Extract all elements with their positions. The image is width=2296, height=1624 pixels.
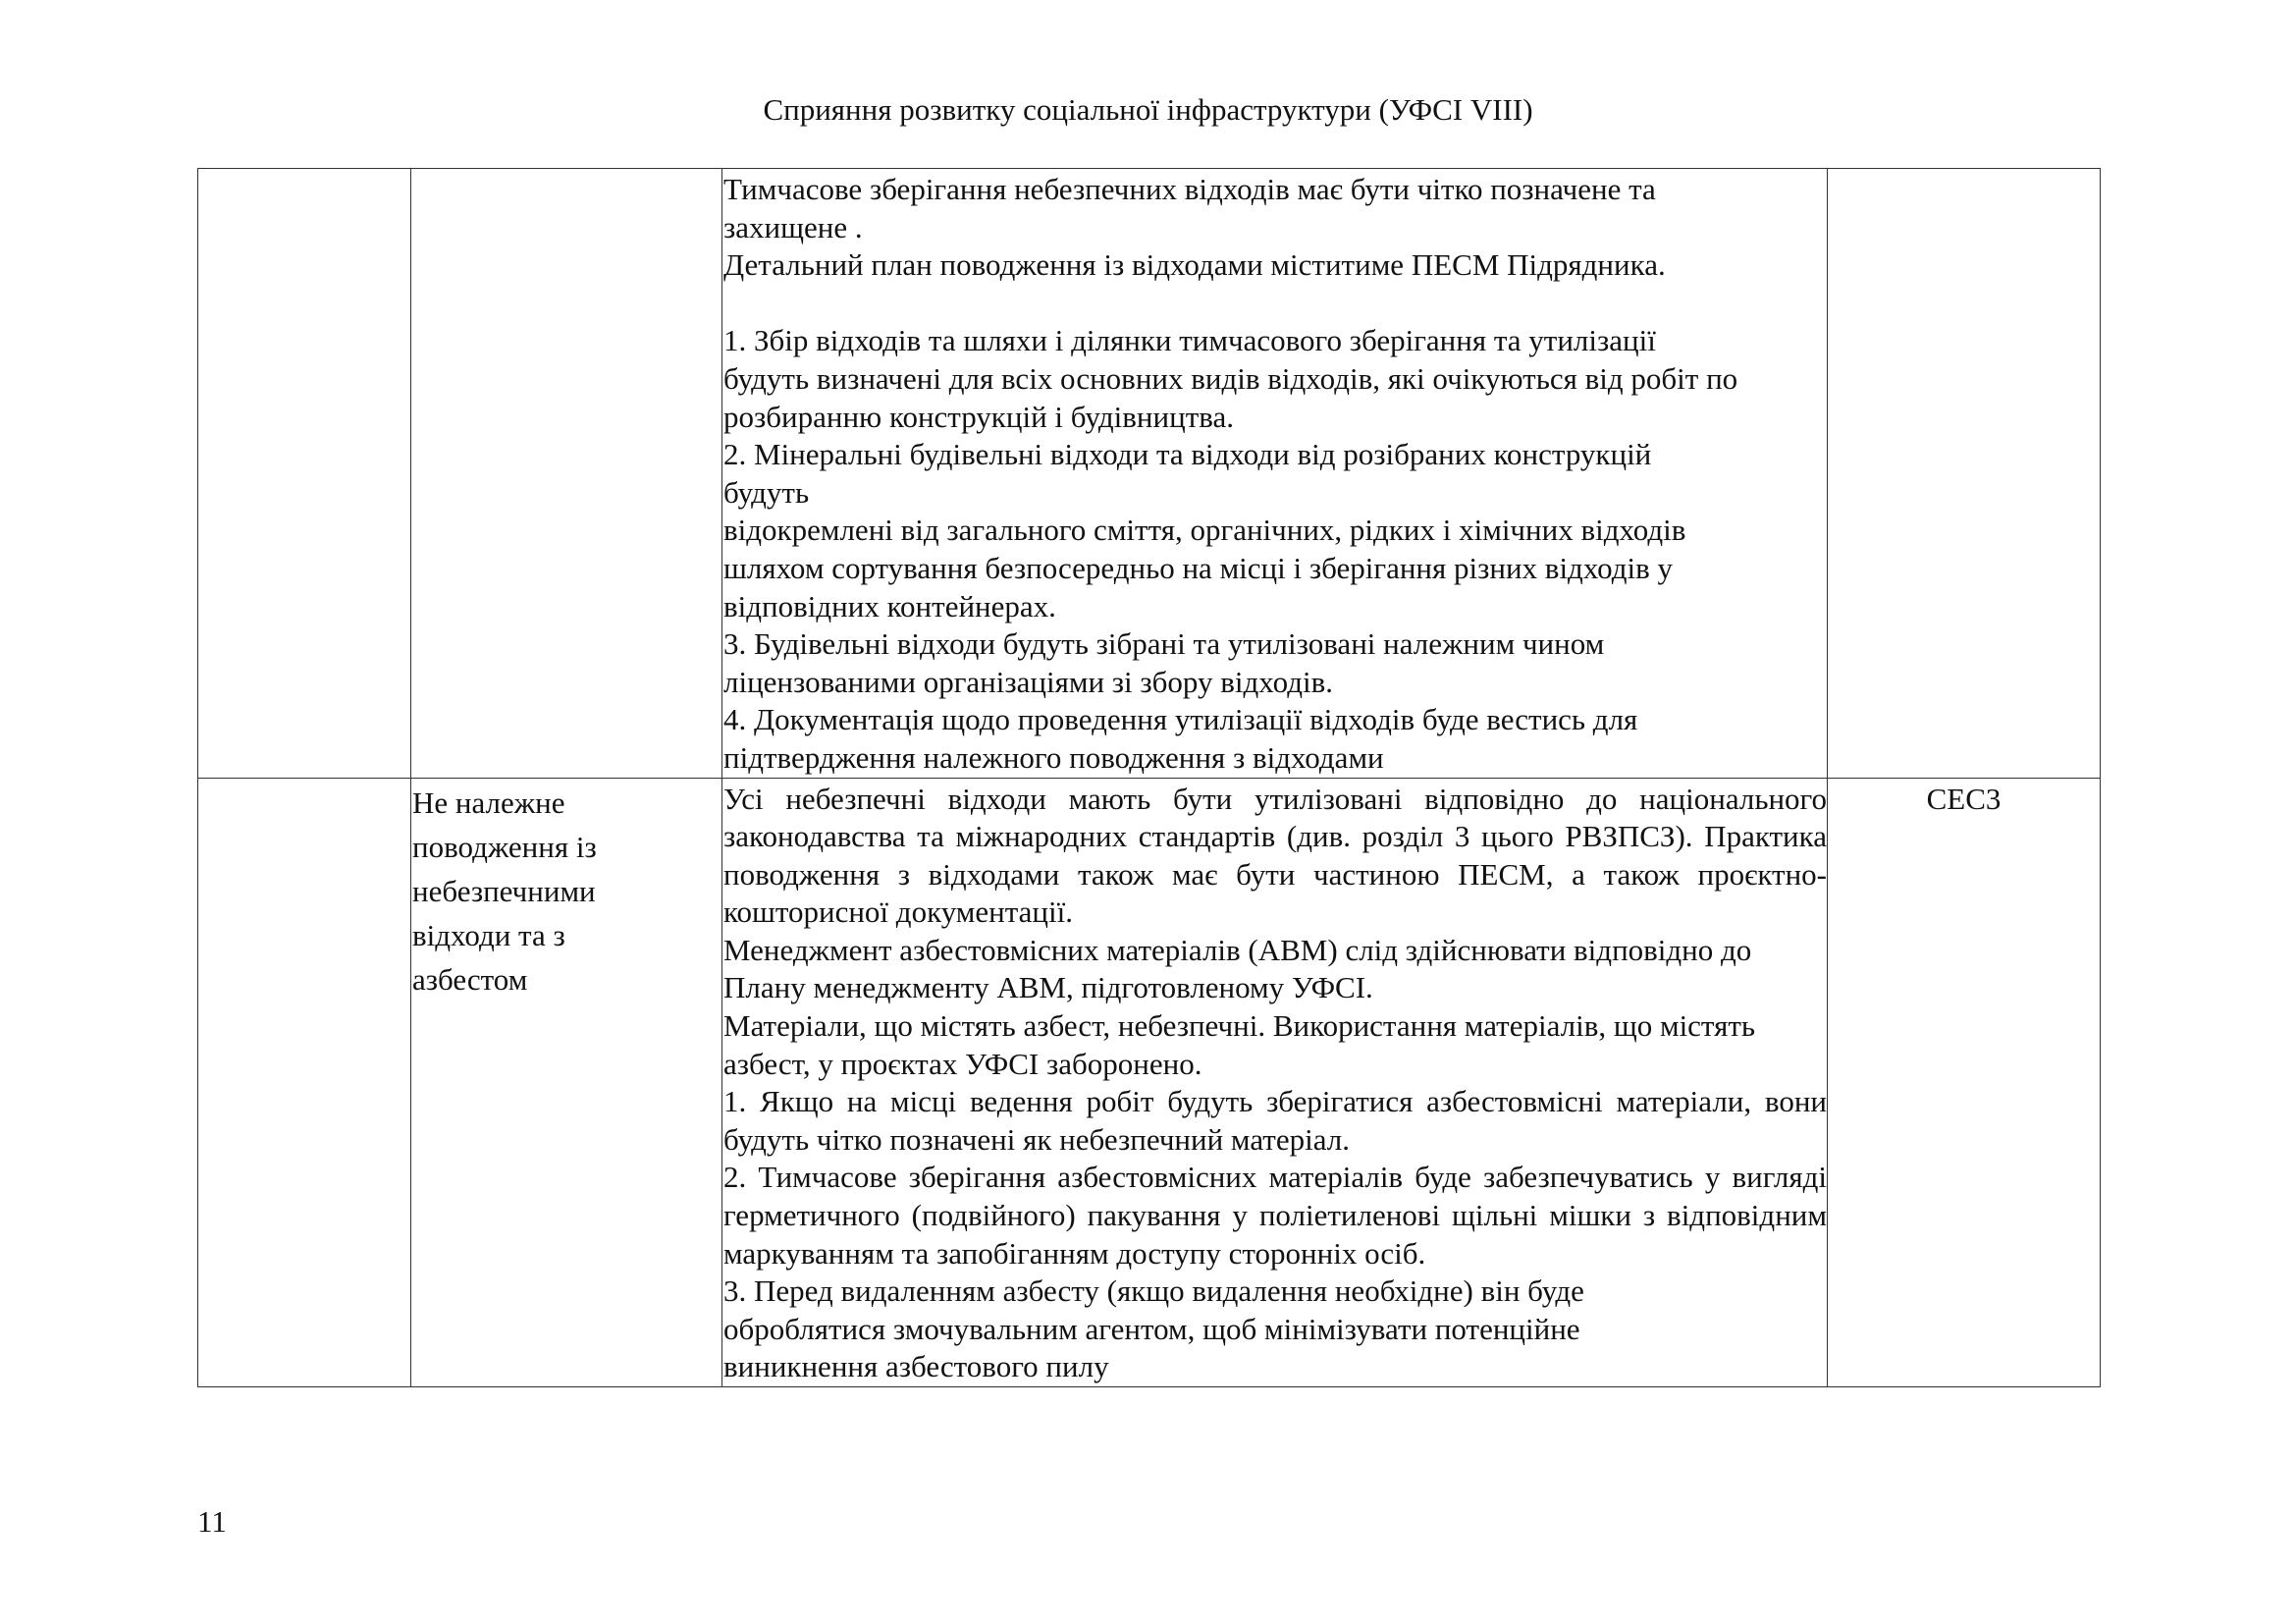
row1-col2-text [411, 169, 721, 171]
table-row [198, 169, 2101, 779]
row1-col1-cell [198, 169, 411, 779]
row2-paragraph: Усі небезпечні відходи мають бути утилізовані відповідно до національного законодавства та міжнародних стандартів (див. розділ 3 цього РВЗПСЗ). Практика поводження з відходами також має бути частиною ПЕСМ, а також проєктно-кошторисної документації. [723, 781, 1827, 930]
table-row [198, 778, 2101, 1387]
row1-paragraph: 4. Документація щодо проведення утилізації відходів буде вестись для підтвердження належного поводження з відходами [723, 702, 1638, 775]
row1-paragraph: Тимчасове зберігання небезпечних відходів має бути чітко позначене та захищене . [723, 172, 1656, 244]
row1-paragraph: 1. Збір відходів та шляхи і ділянки тимчасового зберігання та утилізації будуть визначені для всіх основних видів відходів, які очікуються від робіт по розбиранню конструкцій і будівництва. [723, 323, 1738, 434]
row2-paragraph: Менеджмент азбестовмісних матеріалів (АВМ) слід здійснювати відповідно до Плану менеджменту АВМ, підготовленому УФСІ. [723, 932, 1752, 1005]
mitigation-table [197, 168, 2101, 1387]
row1-paragraph: 3. Будівельні відходи будуть зібрані та утилізовані належним чином ліцензованими організаціями зі збору відходів. [723, 626, 1605, 699]
row1-paragraph: Детальний план поводження із відходами міститиме ПЕСМ Підрядника. [723, 247, 1666, 283]
row2-paragraph: 2. Тимчасове зберігання азбестовмісних матеріалів буде забезпечуватись у вигляді герметичного (подвійного) пакування у поліетиленові щільні мішки з відповідним маркуванням та запобіганням доступу сторонніх осіб. [723, 1160, 1827, 1271]
row2-ref-cell [1828, 778, 2101, 1387]
paragraph-spacer [723, 285, 1827, 323]
row2-measures-cell [722, 778, 1828, 1387]
page-header-title: Сприяння розвитку соціальної інфраструктури (УФСІ VIII) [763, 92, 1533, 127]
row1-col1-text [198, 169, 410, 171]
row1-ref-cell [1828, 169, 2101, 779]
row2-col1-cell [198, 778, 411, 1387]
row2-issue-text: Не належне поводження із небезпечними відходи та з азбестом [412, 785, 597, 997]
row2-issue-cell [411, 778, 722, 1387]
row1-ref-text [1828, 169, 2100, 171]
row2-ref-text: СЕС3 [1926, 781, 2002, 816]
row2-col1-text [198, 779, 410, 781]
row2-paragraph: 3. Перед видаленням азбесту (якщо видалення необхідне) він буде оброблятися змочувальним агентом, щоб мінімізувати потенційне виникнення азбестового пилу [723, 1273, 1584, 1384]
page-number: 11 [197, 1504, 227, 1539]
row1-measures-cell [722, 169, 1828, 779]
row2-measures-text [722, 779, 1827, 1387]
row1-paragraph: 2. Мінеральні будівельні відходи та відходи від розібраних конструкцій будуть відокремлені від загального сміття, органічних, рідких і хімічних відходів шляхом сортування безпосередньо на місці і зберігання різних відходів у відповідних контейнерах. [723, 437, 1686, 623]
row1-measures-text [722, 169, 1827, 778]
row2-paragraph: 1. Якщо на місці ведення робіт будуть зберігатися азбестовмісні матеріали, вони будуть чітко позначені як небезпечний матеріал. [723, 1084, 1827, 1157]
row1-col2-cell [411, 169, 722, 779]
row2-paragraph: Матеріали, що містять азбест, небезпечні. Використання матеріалів, що містять азбест, у проєктах УФСІ заборонено. [723, 1008, 1756, 1081]
